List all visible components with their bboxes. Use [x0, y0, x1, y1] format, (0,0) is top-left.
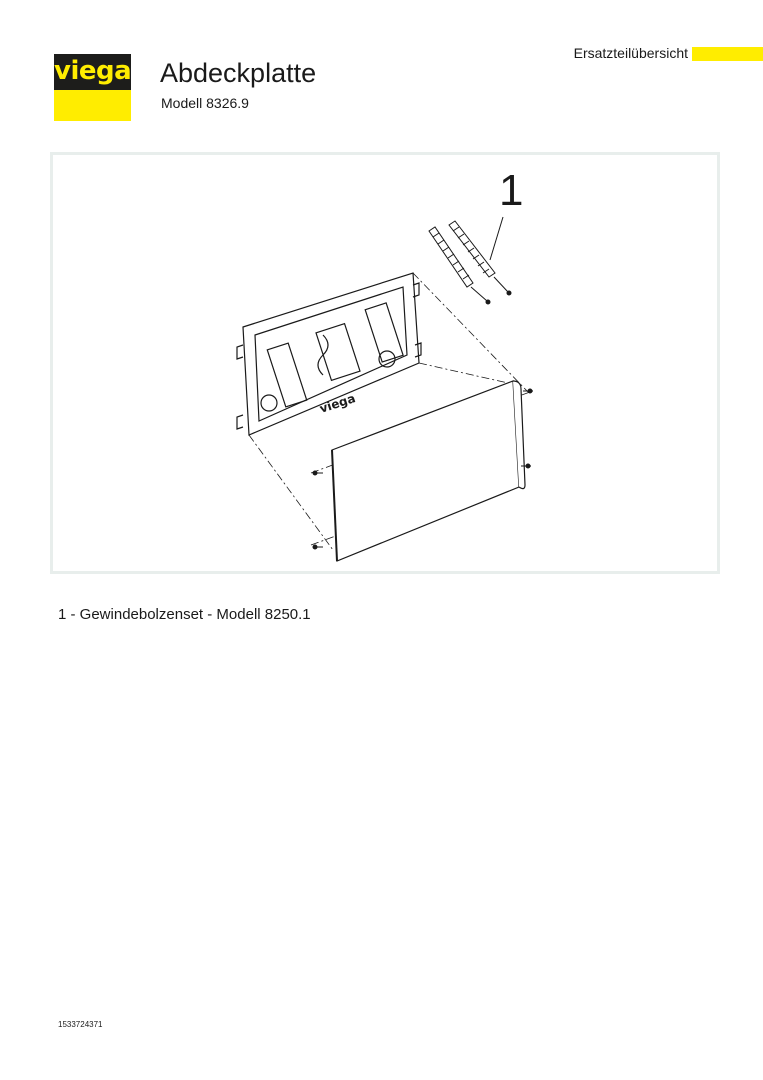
frame-brand-text: viega: [317, 391, 358, 416]
threaded-bolt-set: [429, 221, 511, 304]
exploded-view-figure: [50, 152, 720, 574]
threaded-bolt-2: [449, 221, 511, 295]
logo-wordmark: viega: [54, 54, 131, 90]
document-number: 1533724371: [58, 1020, 103, 1029]
screw-top-right: [523, 389, 533, 393]
callout-label-1: 1: [499, 166, 524, 215]
page-title: Abdeckplatte: [160, 58, 317, 88]
screw-bottom-left: [313, 545, 323, 549]
exploded-view-drawing: [53, 155, 717, 571]
screw-top-left: [313, 471, 323, 475]
logo-yellow-block: [54, 90, 131, 121]
document-type-bar: [692, 47, 763, 61]
cover-plate: [332, 381, 525, 561]
model-subtitle: Modell 8326.9: [161, 95, 249, 111]
viega-logo: [54, 54, 131, 121]
parts-list: [58, 606, 311, 623]
callout-leader-line: [490, 217, 503, 260]
parts-list-item: 1 - Gewindebolzenset - Modell 8250.1: [58, 606, 311, 623]
document-type-label: Ersatzteilübersicht: [573, 45, 688, 61]
